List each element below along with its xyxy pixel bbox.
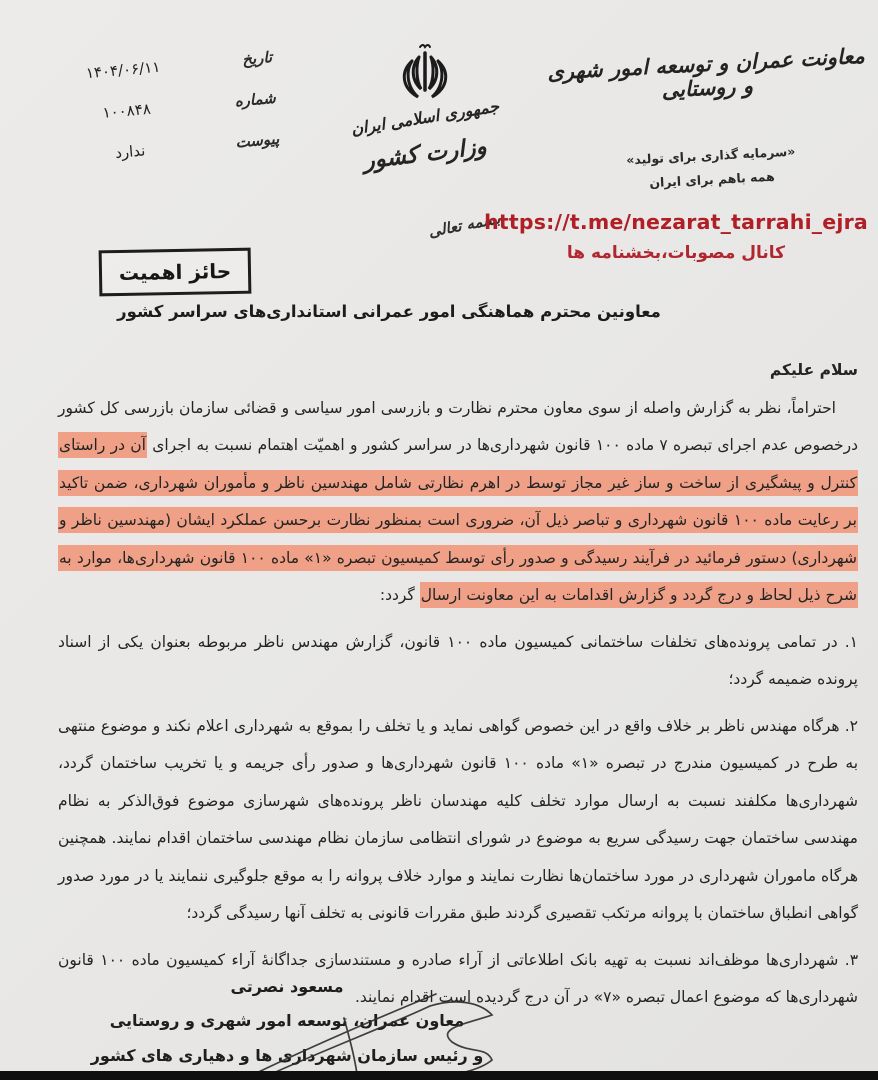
item-2-number: ۲.: [844, 716, 858, 735]
country-name: جمهوری اسلامی ایران: [349, 96, 501, 139]
signer-title-1: معاون عمران، توسعه امور شهری و روستایی: [109, 1011, 465, 1031]
letter-meta: [37, 48, 282, 191]
department-header: [545, 44, 874, 200]
attachment-label: پیوست: [234, 129, 280, 152]
signature-block: [68, 970, 506, 1073]
attachment-value: ندارد: [114, 141, 146, 162]
number-value: ۱۰۰۸۴۸: [101, 99, 152, 122]
item-3-text: شهرداری‌ها موظف‌اند نسبت به تهیه بانک اطلاعاتی از آراء صادره و مستندسازی جداگانهٔ آراء کمیسیون ماده ۱۰۰ قانون شهرداری‌ها که موضوع اعمال تبصره «۷» در آن درج گردیده است اقدام نمایند.: [58, 950, 858, 1006]
item-2-text: هرگاه مهندس ناظر بر خلاف واقع در این خصوص گواهی نماید و یا تخلف را بموقع به شهرداری اعلام نکند و موضوع منتهی به طرح در کمیسیون مندرج در تبصره «۱» ماده ۱۰۰ قانون شهرداری‌ها و صدور رأی جریمه و یا تخریب ساختمان گردد، شهرداری‌ها مکلفند نسبت به ارسال موارد تخلف کلیه مهندسان ناظر پرونده‌های شهرسازی موضوع فوق‌الذکر به نظام مهندسی ساختمان جهت رسیدگی سریع به موضوع در شورای انتظامی سازمان نظام مهندسی ساختمان اقدام نمایند. همچنین هرگاه ماموران شهرداری در مورد ساختمان‌ها نظارت نمایند و موارد خلاف پروانه را به موقع جلوگیری ننمایند یا در مورد صدور گواهی انطباق ساختمان با پروانه مرتکب تقصیری گردند طبق مقررات قانونی به تخلف آنها رسیدگی گردد؛: [58, 716, 859, 922]
ministry-name: وزارت کشور: [361, 133, 489, 175]
signer-name: مسعود نصرتی: [230, 977, 344, 996]
ministry-header: [340, 40, 510, 175]
date-value: ۱۴۰۴/۰۶/۱۱: [85, 57, 161, 83]
telegram-channel-link[interactable]: https://t.me/nezarat_tarrahi_ejra: [484, 210, 868, 234]
date-label: تاریخ: [241, 47, 273, 69]
signer-title-2: و رئیس سازمان شهرداری ها و دهیاری های کشور: [90, 1045, 484, 1065]
telegram-channel-caption: کانال مصوبات،بخشنامه ها: [566, 243, 786, 263]
importance-stamp: حائز اهمیت: [99, 248, 252, 297]
salutation: سلام علیکم: [769, 361, 858, 379]
department-title: معاونت عمران و توسعه امور شهری و روستایی: [546, 43, 866, 103]
intro-tail-text: گردد:: [379, 586, 420, 604]
item-3-number: ۳.: [844, 950, 859, 969]
telegram-watermark: [478, 210, 874, 263]
list-item-1: [58, 624, 858, 699]
scan-edge-bar: [0, 1071, 878, 1080]
besmeh-taala: بسمه تعالی: [426, 209, 502, 241]
slogan-line-2: همه باهم برای ایران: [648, 168, 776, 190]
slogan-line-1: «سرمایه گذاری برای تولید»: [625, 143, 796, 168]
intro-plain-text: احتراماً، نظر به گزارش واصله از سوی معاون محترم نظارت و بازرسی امور سیاسی و قضائی سازمان بازرسی کل کشور درخصوص عدم اجرای تبصره ۷ ماده ۱۰۰ قانون شهرداری‌ها در سراسر کشور و اهمیّت اهتمام نسبت به اجرای: [58, 398, 858, 454]
number-label: شماره: [234, 88, 277, 111]
item-1-text: در تمامی پرونده‌های تخلفات ساختمانی کمیسیون ماده ۱۰۰ قانون، گزارش مهندس ناظر مربوطه بعنوان یکی از اسناد پرونده ضمیمه گردد؛: [58, 632, 858, 688]
item-1-number: ۱.: [844, 632, 858, 651]
intro-paragraph: [58, 390, 858, 615]
iran-emblem-icon: [396, 40, 454, 106]
intro-highlighted-text: آن در راستای کنترل و پیشگیری از ساخت و ساز غیر مجاز توسط در اهرم نظارتی شامل مهندسین ناظر و مأموران شهرداری، ضمن تاکید بر رعایت ماده ۱۰۰ قانون شهرداری و تباصر ذیل آن، ضروری است بمنظور نظارت برحسن عملکرد ایشان (مهندسین ناظر و شهرداری) دستور فرمائید در فرآیند رسیدگی و صدور رأی توسط کمیسیون تبصره «۱» ماده ۱۰۰ قانون شهرداری‌ها، موارد به شرح ذیل لحاظ و درج گردد و گزارش اقدامات به این معاونت ارسال: [58, 432, 858, 608]
list-item-2: [58, 708, 858, 933]
letter-body: [58, 352, 858, 1017]
header-slogans: [549, 136, 873, 200]
recipient-line: معاونین محترم هماهنگی امور عمرانی استانداری‌های سراسر کشور: [117, 302, 661, 321]
